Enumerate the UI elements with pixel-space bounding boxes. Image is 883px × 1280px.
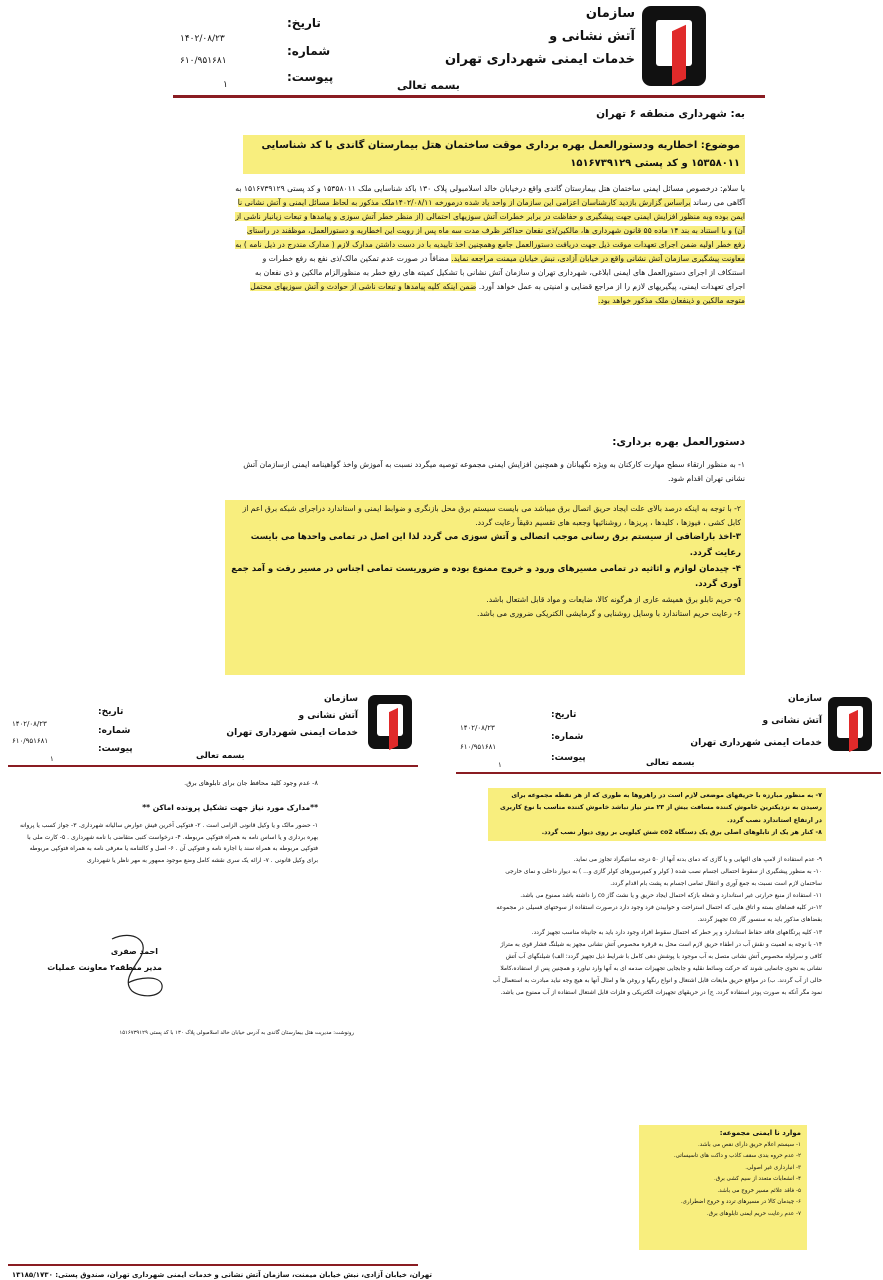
deficiencies-box xyxy=(639,1125,807,1250)
page3-item-14: ۱۴- با توجه به اهمیت و نقش آب در اطفاء حریق لازم است محل به قرقره مخصوص آتش نشانی مجهز به شیلنگ فشار قوی به متراژ کافی و سرلوله مخصوص آتش نشانی متصل به آب موجود با پوشش دهی کامل با شرایط ذیل تجهیز گردد: الف) شیلنگهای آب آتش نشانی به نحوی جانمایی شوند که حرکت وسائط نقلیه و جابجایی تجهیزات صدمه ای به آنها وارد نیاورد و همچنین پس از استفاده،کاملا خالی از آب گردند. ب) در مواقع حریق مایعات قابل اشتعال و انواع رنگها و روغن ها و امثال آنها به هیچ وجه نباید مبادرت به استعمال آب نمود مگر آنکه به صورت پودر استفاده گردد. ج) در حریقهای تجهیزات الکتریکی و فلزات قابل اشتعال استفاده از آب ممنوع می باشد. xyxy=(492,941,822,997)
carbon-copy-line: رونوشت: مدیریت هتل بیمارستان گاندی به آدرس خیابان خالد اسلامبولی پلاک ۱۳۰ با کد پستی ۱۵۱۶۷۳۹۱۲۹ xyxy=(119,1030,354,1036)
date-value: ۱۴۰۲/۰۸/۲۳ xyxy=(180,34,225,44)
footer-address: تهران، خیابان آزادی، نبش خیابان میمنت، سازمان آتش نشانی و خدمات ایمنی شهرداری تهران، صندوق پستی: ۱۳۱۸۵/۱۷۳۰ xyxy=(11,1271,432,1279)
number-value: ۶۱۰/۹۵۱۶۸۱ xyxy=(12,737,49,745)
org-name-line-1: سازمان xyxy=(585,6,635,21)
fire-department-logo-icon xyxy=(368,695,412,749)
attachment-value: ۱ xyxy=(50,755,54,763)
date-value: ۱۴۰۲/۰۸/۲۳ xyxy=(460,724,495,732)
instruction-item-4: ۴- چیدمان لوازم و اثاثیه در تمامی مسیرهای ورود و خروج ممنوع بوده و ضروریست تمامی اجناس در مسیر رفت و آمد جمع آوری گردد. xyxy=(231,563,741,590)
letter-page-1 xyxy=(145,0,775,682)
basmala: بسمه تعالی xyxy=(646,758,695,768)
attachment-label: پیوست: xyxy=(551,753,586,763)
org-name-line-1: سازمان xyxy=(787,694,822,704)
letter-page-3 xyxy=(448,683,883,1260)
date-label: تاریخ: xyxy=(98,707,124,717)
attachment-value: ۱ xyxy=(223,80,228,90)
org-name-line-3: خدمات ایمنی شهرداری تهران xyxy=(444,52,635,67)
instruction-item-5: ۵- حریم تابلو برق همیشه عاری از هرگونه کالا، ضایعات و مواد قابل اشتعال باشد. xyxy=(486,594,741,604)
org-name-line-2: آتش نشانی و xyxy=(549,29,635,44)
instruction-item-6: ۶- رعایت حریم استاندارد با وسایل روشنایی و گرمایشی الکتریکی ضروری می باشد. xyxy=(477,609,741,619)
date-label: تاریخ: xyxy=(551,710,577,720)
fire-department-logo-icon xyxy=(828,697,872,751)
subject: موضوع: اخطاریه ودستورالعمل بهره برداری موقت ساختمان هتل بیمارستان گاندی با کد شناسایی ۱۵۳۵۸۰۱۱ و کد پستی ۱۵۱۶۷۳۹۱۲۹ xyxy=(243,135,745,174)
attachment-label: پیوست: xyxy=(287,70,334,84)
intro-liability-text: ضمن اینکه کلیه پیامدها و تبعات ناشی از حوادث و آتش سوزیهای محتمل متوجه مالکین و ذینفعان ملک مذکور خواهد بود. xyxy=(250,282,745,306)
page2-item-8: ۸- عدم وجود کلید محافظ جان برای تابلوهای برق. xyxy=(184,779,318,787)
page3-item-9: ۹- عدم استفاده از لامپ های التهابی و یا گازی که دمای بدنه آنها از ۵۰ درجه سانتیگراد تجاوز می نماید. xyxy=(573,857,822,863)
instruction-item-2: ۲- با توجه به اینکه درصد بالای علت ایجاد حریق اتصال برق میباشد می بایست سیستم برق محل بازنگری و ضوابط ایمنی و استاندارد دراجرای شبکه برق اعم از کابل کشی ، فیوزها ، کلیدها ، پریزها ، روشنائیها وجعبه های تقسیم دقیقاً رعایت گردد. xyxy=(242,504,741,528)
deficiency-item: ۴- انشعابات متعدد از سیم کشی برق. xyxy=(714,1176,801,1183)
intro-text: با سلام: درخصوص مسائل ایمنی ساختمان هتل بیمارستان گاندی واقع درخیابان خالد اسلامبولی پلاک ۱۳۰ باکد شناسایی ملک ۱۵۳۵۸۰۱۱ و کد پستی ۱۵۱۶۷۳۹۱۲۹ به آگاهی می رساند xyxy=(235,184,745,208)
org-name-line-3: خدمات ایمنی شهرداری تهران xyxy=(226,728,358,738)
instruction-item-3: ۳-اخذ باراضافی از سیستم برق رسانی موجب اتصالی و آتش سوزی می گردد لذا این اصل در تمامی واحدها می بایست رعایت گردد. xyxy=(250,532,741,558)
page3-item-13: ۱۳- کلیه پرتگاههای فاقد حفاظ استاندارد و پر خطر که احتمال سقوط افراد وجود دارد باید به جانپناه مناسب تجهیز گردد. xyxy=(531,929,822,936)
page3-items xyxy=(492,854,822,999)
org-name-line-1: سازمان xyxy=(323,694,358,704)
footer-divider xyxy=(8,1264,418,1266)
instructions-title: دستورالعمل بهره برداری: xyxy=(612,436,745,448)
page3-item-11: ۱۱- استفاده از منبع حرارتی غیر استاندارد و شعله بازکه احتمال ایجاد حریق و یا نشت گاز co را داشته باشد ممنوع می باشد. xyxy=(520,893,822,900)
required-documents-text: ۱- حضور مالک و یا وکیل قانونی الزامی است . ۲- فتوکپی آخرین فیش عوارض سالیانه شهرداری. ۳- جواز کسب یا پروانه بهره برداری و یا اساس نامه به همراه فتوکپی مربوطه. ۴- درخواست کتبی متقاضی با نامه شهرداری . ۵- کارت ملی با فتوکپی مربوطه به همراه سند یا اجاره نامه و فتوکپی آن . ۶- اصل و کالتنامه یا معرفی نامه به همراه فتوکپی مربوطه برای وکیل قانونی . ۷- ارائه یک سری نقشه کامل وضع موجود ممهور به مهر ناظر یا شهرداری xyxy=(20,822,318,865)
required-documents-title: **مدارک مورد نیاز جهت تشکیل پرونده اماکن ** xyxy=(142,803,318,812)
header-divider xyxy=(456,772,881,774)
basmala: بسمه تعالی xyxy=(397,79,460,92)
page3-item-10: ۱۰- به منظور پیشگیری از سقوط احتمالی اجسام نصب شده ( کولر و کمپرسورهای کولر گازی و... ) به دیوار داخلی و نمای خارجی ساختمان لازم است نسبت به جمع آوری و انتقال تمامی اجسام به پشت بام اقدام گردد. xyxy=(505,869,822,888)
signer-name: احمد صفری xyxy=(110,947,158,956)
page3-item-12: ۱۲-در کلیه فضاهای بسته و اتاق هایی که احتمال استراحت و خوابیدن فرد وجود دارد درصورت استفاده از سوختهای فسیلی در مجموعه بفضاهای مذکور باید به سنسور گاز co تجهیز گردند. xyxy=(496,905,822,924)
number-value: ۶۱۰/۹۵۱۶۸۱ xyxy=(460,743,497,751)
org-name-line-2: آتش نشانی و xyxy=(762,716,822,726)
intro-paragraph xyxy=(235,182,745,308)
org-name-line-3: خدمات ایمنی شهرداری تهران xyxy=(690,738,822,748)
intro-warning-text: مضافاً در صورت عدم تمکین مالک/ذی نفع به رفع خطرات و استنکاف از اجرای دستورالعمل های ایمنی ابلاغی، شهرداری تهران و سازمان آتش نشانی با تشکیل کمیته های رفع خطر به منظورالزام مالکین و ذی نفعان به اجرای تعهدات ایمنی، پیگیریهای لازم را از مراجع قضایی و امنیتی به عمل خواهد آورد. xyxy=(255,254,745,292)
instruction-item-1: ۱- به منظور ارتقاء سطح مهارت کارکنان به ویژه نگهبانان و همچنین افزایش ایمنی مجموعه توصیه میگردد نسبت به آموزش واخذ گواهینامه ایمنی ازسازمان آتش نشانی تهران اقدام شود. xyxy=(243,460,745,484)
header-divider xyxy=(173,95,765,98)
attachment-label: پیوست: xyxy=(98,744,133,754)
fire-department-logo-icon xyxy=(642,6,706,86)
page3-highlighted-block xyxy=(488,788,826,841)
deficiency-item: ۷- عدم رعایت حریم ایمنی تابلوهای برق. xyxy=(706,1210,801,1217)
number-label: شماره: xyxy=(287,44,331,58)
letter-page-2 xyxy=(0,683,440,1280)
intro-highlighted-text: براساس گزارش بازدید کارشناسان اعزامی این سازمان از واحد یاد شده درمورخه ۱۴۰۲/۰۸/۱۱ملک مذکور به لحاظ مسائل ایمنی و آتش نشانی نا ایمن بوده وبه منظور افزایش ایمنی جهت پیشگیری و حفاظت در برابر خطرات آتش سوزیهای احتمالی (از منظر خطر آتش سوزی و پیامدها و تبعات زیانبار ناشی از آن) و با استناد به بند ۱۴ ماده ۵۵ قانون شهرداری ها، مالکین/ذی نفعان حداکثر ظرف مدت سه ماه پس از رویت این اخطاریه و دستورالعمل، موظفند در راستای رفع خطر اولیه ضمن اجرای تعهدات موقت ذیل جهت دریافت دستورالعمل جامع وهمچنین اخذ تاییدیه با در دست داشتن مدارک لازم ( مدارک مندرج در ذیل نامه ) به معاونت پیشگیری سازمان آتش نشانی واقع در خیابان آزادی، نبش خیابان میمنت مراجعه نماید. xyxy=(235,198,745,264)
recipient: به: شهرداری منطقه ۶ تهران xyxy=(596,108,745,120)
deficiency-item: ۶- چیدمان کالا در مسیرهای تردد و خروج اضطراری. xyxy=(680,1199,801,1206)
instructions-highlighted-block xyxy=(225,500,745,675)
number-value: ۶۱۰/۹۵۱۶۸۱ xyxy=(180,56,227,66)
deficiency-item: ۵- فاقد علائم مسیر خروج می باشد. xyxy=(717,1187,801,1194)
number-label: شماره: xyxy=(98,726,131,736)
number-label: شماره: xyxy=(551,732,584,742)
signer-title: مدیر منطقه۲ معاونت عملیات xyxy=(47,963,162,972)
date-value: ۱۴۰۲/۰۸/۲۳ xyxy=(12,720,47,728)
deficiency-item: ۱- سیستم اعلام حریق دارای نقص می باشد. xyxy=(698,1142,801,1148)
page3-item-7: ۷- به منظور مبارزه با حریقهای موضعی لازم است در راهروها به طوری که از هر نقطه مجموعه برای رسیدن به نزدیکترین خاموش کننده مسافت بیش از ۲۳ متر نیاز نباشد خاموش کننده مناسب با نوع کاربری در ارتفاع استاندارد نصب گردد. xyxy=(499,792,822,824)
deficiencies-title: موارد نا ایمنی مجموعه: xyxy=(719,1129,801,1137)
deficiency-item: ۳- انبارداری غیر اصولی. xyxy=(745,1164,801,1171)
date-label: تاریخ: xyxy=(287,16,321,30)
page3-item-8: ۸- کنار هر یک از تابلوهای اصلی برق یک دستگاه co2 شش کیلویی بر روی دیوار نصب گردد. xyxy=(541,828,822,836)
deficiency-item: ۲- عدم حروه بندی سقف کاذب و داکت های تاسیساتی. xyxy=(673,1153,801,1160)
attachment-value: ۱ xyxy=(498,761,502,769)
org-name-line-2: آتش نشانی و xyxy=(298,711,358,721)
header-divider xyxy=(8,765,418,767)
basmala: بسمه تعالی xyxy=(196,751,245,761)
